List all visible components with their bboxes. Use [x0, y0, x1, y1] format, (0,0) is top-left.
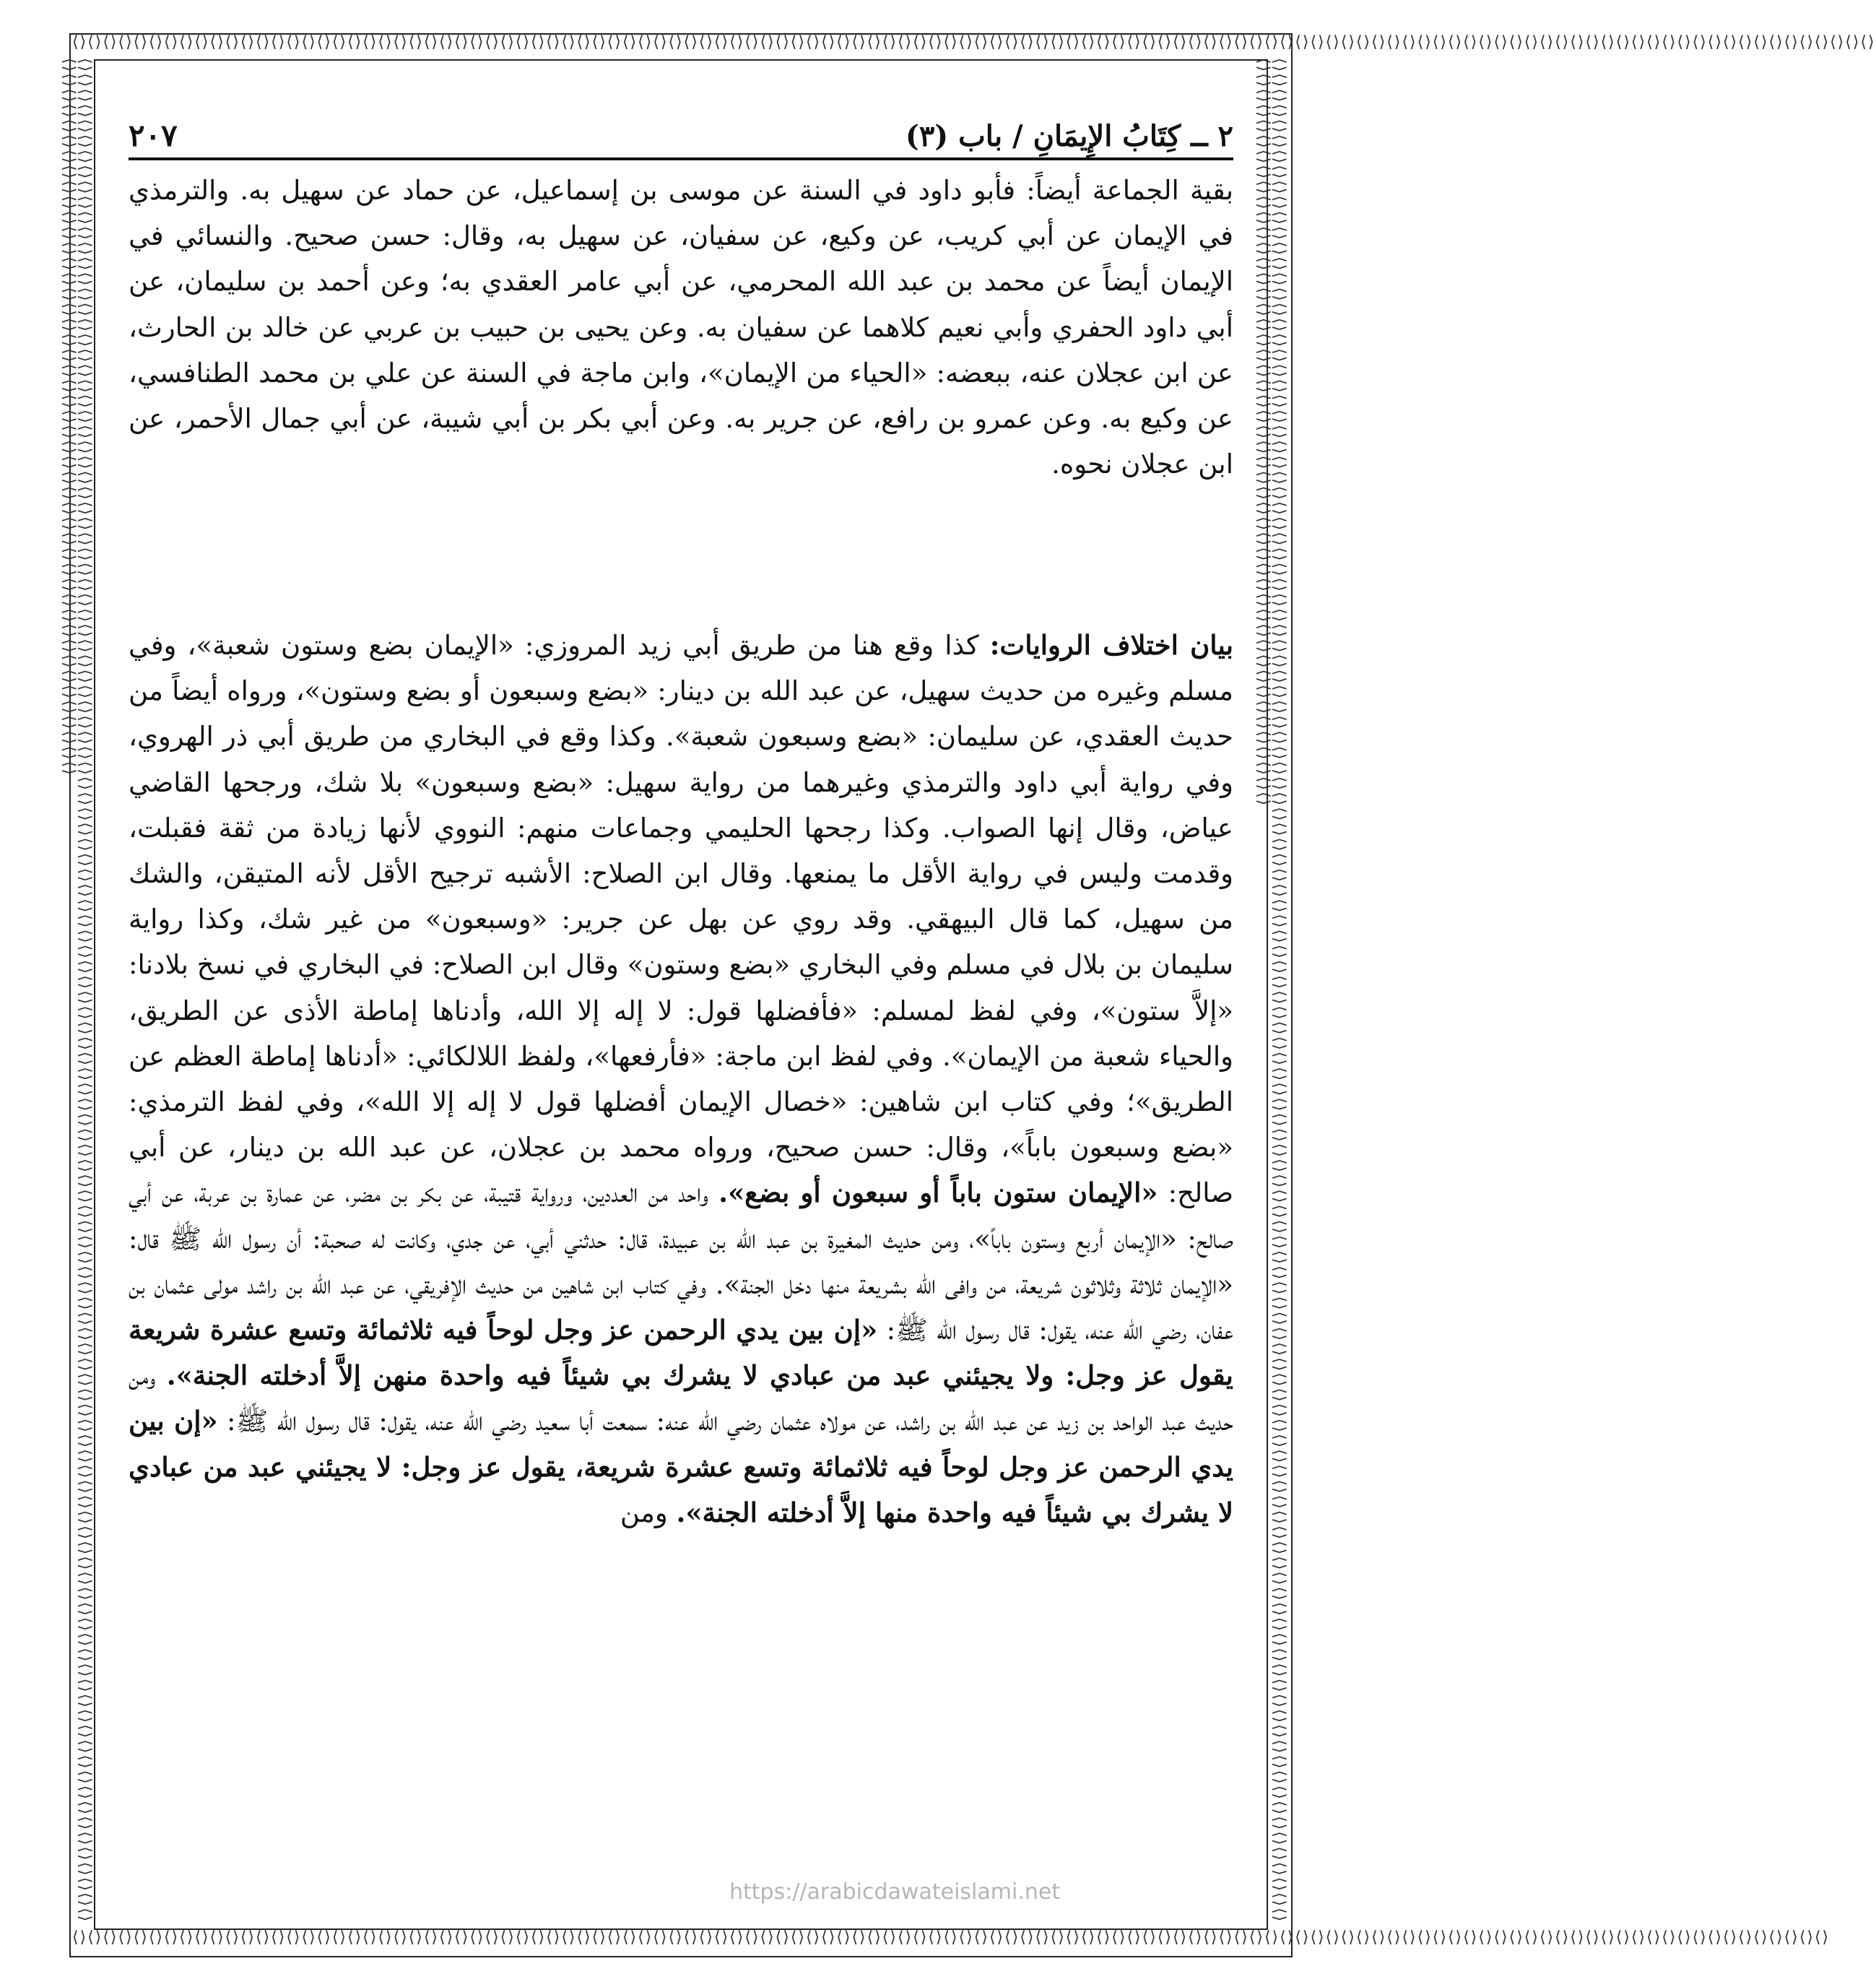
- page-number: ٢٠٧: [129, 118, 178, 153]
- chapter-title: ٢ ــ كِتَابُ الإِيمَانِ / باب (٣): [905, 119, 1233, 153]
- hadith-quote-2: «إن بين يدي الرحمن عز وجل لوحاً فيه ثلاثمائة وتسع عشرة شريعة يقول عز وجل: ولا يجيئني عبد من عبادي لا يشرك بي شيئاً فيه واحدة منهن إلاَّ أدخلته الجنة».: [129, 1314, 1233, 1392]
- variants-text-2: واحد من العددين، ورواية قتيبة، عن بكر بن مضر، عن عمارة بن عربة، عن أبي صالح: «الإيمان أربع وستون باباً»، ومن حديث المغيرة بن عبد الله بن عبيدة، قال: حدثني أبي، عن جدي، وكانت له صحبة: أن رسول الله ﷺ قال: «الإيمان ثلاثة وثلاثون شريعة، من وافى الله بشريعة منها دخل الجنة». وفي كتاب ابن شاهين من حديث الإفريقي، عن عبد الله بن راشد مولى عثمان بن عفان، رضي الله عنه، يقول: قال رسول الله ﷺ:: [129, 1177, 1233, 1346]
- watermark-url: https://arabicdawateislami.net: [729, 1879, 1061, 1905]
- page-body: [129, 168, 1233, 1536]
- hadith-quote-1: «الإيمان ستون باباً أو سبعون أو بضع».: [718, 1177, 1158, 1209]
- header-rule: [129, 157, 1233, 160]
- variants-text-1: كذا وقع هنا من طريق أبي زيد المروزي: «الإيمان بضع وستون شعبة»، وفي مسلم وغيره من حديث سهيل، عن عبد الله بن دينار: «بضع وسبعون أو بضع وستون»، ورواه أيضاً من حديث العقدي، عن سليمان: «بضع وسبعون شعبة». وكذا وقع في البخاري من طريق أبي ذر الهروي، وفي رواية أبي داود والترمذي وغيرهما من رواية سهيل: «بضع وسبعون» بلا شك، ورجحها القاضي عياض، وقال إنها الصواب. وكذا رجحها الحليمي وجماعات منهم: النووي لأنها زيادة من ثقة فقبلت، وقدمت وليس في رواية الأقل ما يمنعها. وقال ابن الصلاح: الأشبه ترجيح الأقل لأنه المتيقن، والشك من سهيل، كما قال البيهقي. وقد روي عن بهل عن جرير: «وسبعون» من غير شك، وكذا رواية سليمان بن بلال في مسلم وفي البخاري «بضع وستون» وقال ابن الصلاح: في البخاري في نسخ بلادنا: «إلاَّ ستون»، وفي لفظ لمسلم: «فأفضلها قول: لا إله إلا الله، وأدناها إماطة الأذى عن الطريق، والحياء شعبة من الإيمان». وفي لفظ ابن ماجة: «فأرفعها»، ولفظ اللالكائي: «أدناها إماطة العظم عن الطريق»؛ وفي كتاب ابن شاهين: «خصال الإيمان أفضلها قول لا إله إلا الله»، وفي لفظ الترمذي: «بضع وسبعون باباً»، وقال: حسن صحيح، ورواه محمد بن عجلان، عن عبد الله بن دينار، عن أبي صالح:: [129, 630, 1233, 1209]
- border-ornament-top: ⟨⟩⟨⟩⟨⟩⟨⟩⟨⟩⟨⟩⟨⟩⟨⟩⟨⟩⟨⟩⟨⟩⟨⟩⟨⟩⟨⟩⟨⟩⟨⟩⟨⟩⟨⟩⟨⟩⟨⟩⟨⟩⟨⟩⟨⟩⟨⟩⟨⟩⟨⟩⟨⟩⟨⟩⟨⟩⟨⟩⟨⟩⟨⟩⟨⟩⟨⟩⟨⟩⟨⟩⟨⟩⟨⟩⟨⟩⟨⟩⟨⟩⟨⟩⟨⟩⟨⟩⟨⟩⟨⟩⟨⟩⟨⟩⟨⟩⟨⟩⟨⟩⟨⟩⟨⟩⟨⟩⟨⟩⟨⟩⟨⟩⟨⟩⟨⟩⟨⟩⟨⟩⟨⟩⟨⟩⟨⟩⟨⟩⟨⟩⟨⟩⟨⟩⟨⟩⟨⟩⟨⟩⟨⟩⟨⟩⟨⟩⟨⟩⟨⟩⟨⟩⟨⟩⟨⟩⟨⟩⟨⟩⟨⟩⟨⟩⟨⟩⟨⟩⟨⟩⟨⟩⟨⟩⟨⟩⟨⟩⟨⟩⟨⟩⟨⟩⟨⟩⟨⟩⟨⟩⟨⟩⟨⟩⟨⟩⟨⟩⟨⟩⟨⟩⟨⟩⟨⟩⟨⟩⟨⟩⟨⟩⟨⟩⟨⟩⟨⟩⟨⟩⟨⟩⟨⟩⟨⟩⟨⟩⟨⟩⟨⟩⟨⟩: [72, 33, 1876, 51]
- variants-text-3: ومن حديث عبد الواحد بن زيد عن عبد الله بن راشد، عن مولاه عثمان رضي الله عنه: سمعت أبا سعيد رضي الله عنه، يقول: قال رسول الله ﷺ:: [129, 1360, 1233, 1437]
- hadith-quote-3: «إن بين يدي الرحمن عز وجل لوحاً فيه ثلاثمائة وتسع عشرة شريعة، يقول عز وجل: لا يجيئني عبد من عبادي لا يشرك بي شيئاً فيه واحدة منها إلاَّ أدخلته الجنة».: [129, 1405, 1233, 1528]
- paragraph-sources: بقية الجماعة أيضاً: فأبو داود في السنة عن موسى بن إسماعيل، عن حماد عن سهيل به. والترمذي في الإيمان عن أبي كريب، عن وكيع، عن سفيان، عن سهيل به، وقال: حسن صحيح. والنسائي في الإيمان أيضاً عن محمد بن عبد الله المحرمي، عن أبي عامر العقدي به؛ وعن أحمد بن سليمان، عن أبي داود الحفري وأبي نعيم كلاهما عن سفيان به. وعن يحيى بن حبيب بن عربي عن خالد بن الحارث، عن ابن عجلان عنه، ببعضه: «الحياء من الإيمان»، وابن ماجة في السنة عن علي بن محمد الطنافسي، عن وكيع به. وعن عمرو بن رافع، عن جرير به. وعن أبي بكر بن أبي شيبة، عن أبي جمال الأحمر، عن ابن عجلان نحوه.: [129, 175, 1234, 480]
- section-title: بيان اختلاف الروايات:: [989, 629, 1233, 661]
- border-ornament-right: ⟨⟩⟨⟩⟨⟩⟨⟩⟨⟩⟨⟩⟨⟩⟨⟩⟨⟩⟨⟩⟨⟩⟨⟩⟨⟩⟨⟩⟨⟩⟨⟩⟨⟩⟨⟩⟨⟩⟨⟩⟨⟩⟨⟩⟨⟩⟨⟩⟨⟩⟨⟩⟨⟩⟨⟩⟨⟩⟨⟩⟨⟩⟨⟩⟨⟩⟨⟩⟨⟩⟨⟩⟨⟩⟨⟩⟨⟩⟨⟩⟨⟩⟨⟩⟨⟩⟨⟩⟨⟩⟨⟩⟨⟩⟨⟩⟨⟩⟨⟩⟨⟩⟨⟩⟨⟩⟨⟩⟨⟩⟨⟩⟨⟩⟨⟩⟨⟩⟨⟩⟨⟩⟨⟩⟨⟩⟨⟩⟨⟩⟨⟩⟨⟩⟨⟩⟨⟩⟨⟩⟨⟩⟨⟩⟨⟩⟨⟩⟨⟩⟨⟩⟨⟩⟨⟩⟨⟩⟨⟩⟨⟩⟨⟩⟨⟩⟨⟩⟨⟩⟨⟩⟨⟩⟨⟩⟨⟩⟨⟩⟨⟩⟨⟩⟨⟩⟨⟩⟨⟩⟨⟩⟨⟩⟨⟩⟨⟩⟨⟩⟨⟩⟨⟩⟨⟩⟨⟩⟨⟩⟨⟩⟨⟩⟨⟩⟨⟩⟨⟩⟨⟩⟨⟩⟨⟩⟨⟩⟨⟩⟨⟩⟨⟩⟨⟩⟨⟩⟨⟩⟨⟩⟨⟩⟨⟩⟨⟩⟨⟩⟨⟩⟨⟩⟨⟩⟨⟩⟨⟩⟨⟩⟨⟩⟨⟩⟨⟩⟨⟩⟨⟩⟨⟩⟨⟩⟨⟩⟨⟩⟨⟩⟨⟩⟨⟩⟨⟩⟨⟩⟨⟩⟨⟩⟨⟩⟨⟩⟨⟩⟨⟩⟨⟩⟨⟩⟨⟩⟨⟩⟨⟩⟨⟩⟨⟩⟨⟩⟨⟩⟨⟩⟨⟩⟨⟩⟨⟩⟨⟩⟨⟩⟨⟩⟨⟩⟨⟩⟨⟩⟨⟩: [1254, 58, 1288, 1923]
- page-header: [129, 107, 1233, 153]
- border-ornament-left: ⟨⟩⟨⟩⟨⟩⟨⟩⟨⟩⟨⟩⟨⟩⟨⟩⟨⟩⟨⟩⟨⟩⟨⟩⟨⟩⟨⟩⟨⟩⟨⟩⟨⟩⟨⟩⟨⟩⟨⟩⟨⟩⟨⟩⟨⟩⟨⟩⟨⟩⟨⟩⟨⟩⟨⟩⟨⟩⟨⟩⟨⟩⟨⟩⟨⟩⟨⟩⟨⟩⟨⟩⟨⟩⟨⟩⟨⟩⟨⟩⟨⟩⟨⟩⟨⟩⟨⟩⟨⟩⟨⟩⟨⟩⟨⟩⟨⟩⟨⟩⟨⟩⟨⟩⟨⟩⟨⟩⟨⟩⟨⟩⟨⟩⟨⟩⟨⟩⟨⟩⟨⟩⟨⟩⟨⟩⟨⟩⟨⟩⟨⟩⟨⟩⟨⟩⟨⟩⟨⟩⟨⟩⟨⟩⟨⟩⟨⟩⟨⟩⟨⟩⟨⟩⟨⟩⟨⟩⟨⟩⟨⟩⟨⟩⟨⟩⟨⟩⟨⟩⟨⟩⟨⟩⟨⟩⟨⟩⟨⟩⟨⟩⟨⟩⟨⟩⟨⟩⟨⟩⟨⟩⟨⟩⟨⟩⟨⟩⟨⟩⟨⟩⟨⟩⟨⟩⟨⟩⟨⟩⟨⟩⟨⟩⟨⟩⟨⟩⟨⟩⟨⟩⟨⟩⟨⟩⟨⟩⟨⟩⟨⟩⟨⟩⟨⟩⟨⟩⟨⟩⟨⟩⟨⟩⟨⟩⟨⟩⟨⟩⟨⟩⟨⟩⟨⟩⟨⟩⟨⟩⟨⟩⟨⟩⟨⟩⟨⟩⟨⟩⟨⟩⟨⟩⟨⟩⟨⟩⟨⟩⟨⟩⟨⟩⟨⟩⟨⟩⟨⟩⟨⟩⟨⟩⟨⟩⟨⟩⟨⟩⟨⟩⟨⟩⟨⟩⟨⟩⟨⟩⟨⟩⟨⟩⟨⟩⟨⟩⟨⟩⟨⟩⟨⟩⟨⟩⟨⟩⟨⟩⟨⟩⟨⟩⟨⟩⟨⟩: [60, 58, 94, 1923]
- paragraph-variants: [129, 623, 1233, 1536]
- variants-text-4: ومن: [620, 1497, 677, 1528]
- border-ornament-bottom: ⟨⟩⟨⟩⟨⟩⟨⟩⟨⟩⟨⟩⟨⟩⟨⟩⟨⟩⟨⟩⟨⟩⟨⟩⟨⟩⟨⟩⟨⟩⟨⟩⟨⟩⟨⟩⟨⟩⟨⟩⟨⟩⟨⟩⟨⟩⟨⟩⟨⟩⟨⟩⟨⟩⟨⟩⟨⟩⟨⟩⟨⟩⟨⟩⟨⟩⟨⟩⟨⟩⟨⟩⟨⟩⟨⟩⟨⟩⟨⟩⟨⟩⟨⟩⟨⟩⟨⟩⟨⟩⟨⟩⟨⟩⟨⟩⟨⟩⟨⟩⟨⟩⟨⟩⟨⟩⟨⟩⟨⟩⟨⟩⟨⟩⟨⟩⟨⟩⟨⟩⟨⟩⟨⟩⟨⟩⟨⟩⟨⟩⟨⟩⟨⟩⟨⟩⟨⟩⟨⟩⟨⟩⟨⟩⟨⟩⟨⟩⟨⟩⟨⟩⟨⟩⟨⟩⟨⟩⟨⟩⟨⟩⟨⟩⟨⟩⟨⟩⟨⟩⟨⟩⟨⟩⟨⟩⟨⟩⟨⟩⟨⟩⟨⟩⟨⟩⟨⟩⟨⟩⟨⟩⟨⟩⟨⟩⟨⟩⟨⟩⟨⟩⟨⟩⟨⟩⟨⟩⟨⟩⟨⟩⟨⟩⟨⟩⟨⟩⟨⟩⟨⟩⟨⟩⟨⟩⟨⟩⟨⟩: [72, 1928, 1831, 1947]
